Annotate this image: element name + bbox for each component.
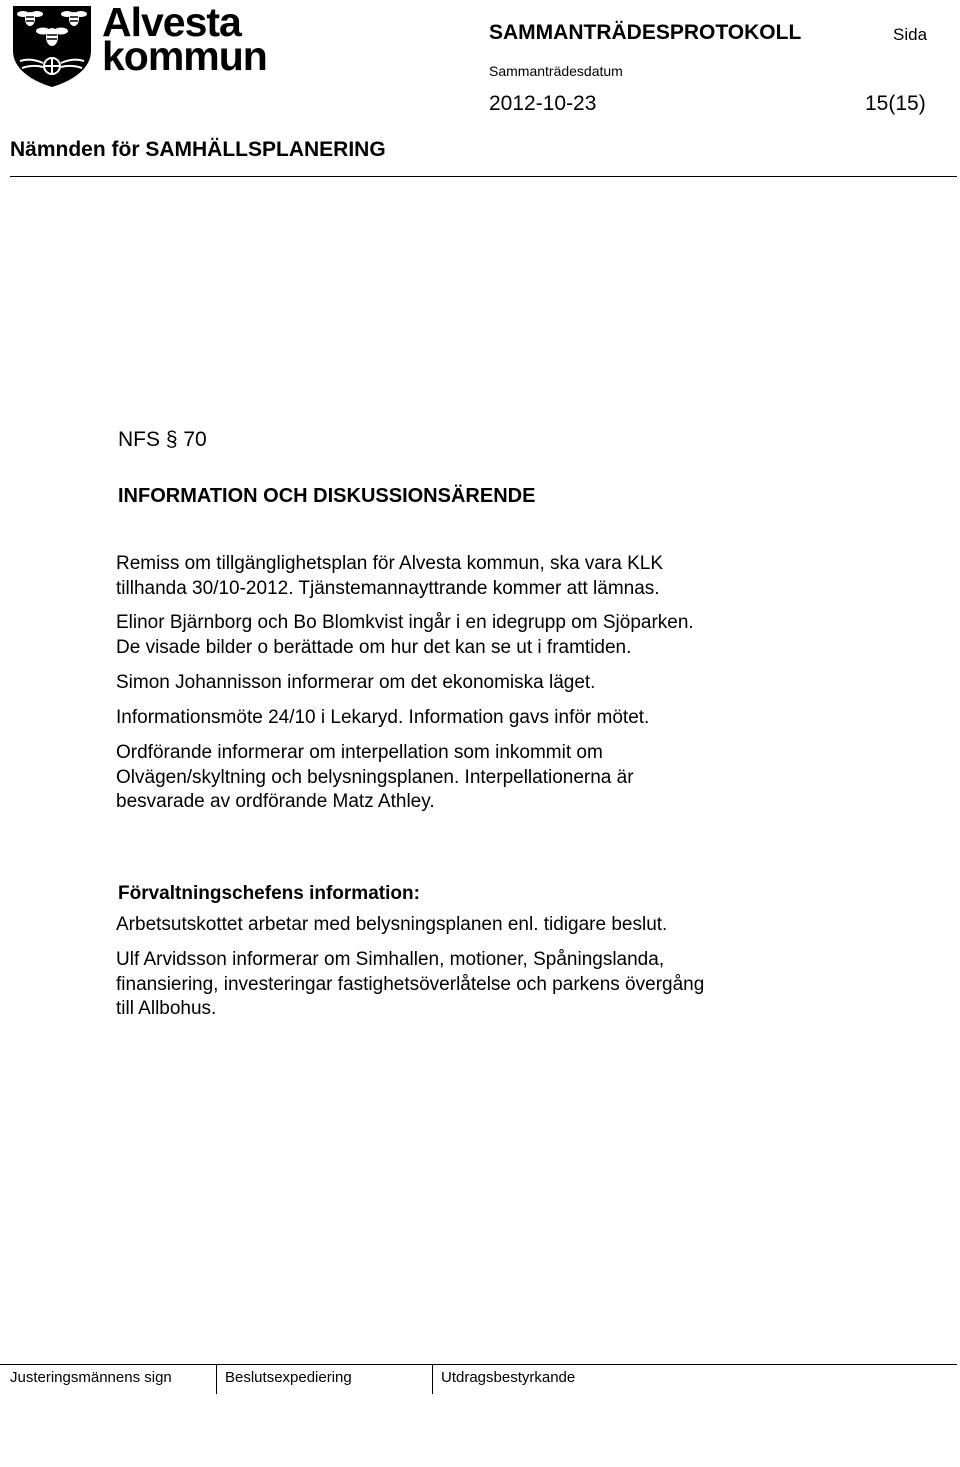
document-title: SAMMANTRÄDESPROTOKOLL [489,21,802,44]
signature-field-label: Justeringsmännens sign [10,1369,172,1386]
municipality-logo [10,0,267,89]
body-paragraph [116,552,663,601]
body-paragraph [116,706,649,731]
footer-column-divider [216,1364,217,1394]
page-number: 15(15) [865,92,926,115]
page-label: Sida [893,25,928,44]
text-line: Arbetsutskottet arbetar med belysningsplanen enl. tidigare beslut. [116,914,668,935]
logo-text-line1: Alvesta [102,0,241,45]
text-line: Informationsmöte 24/10 i Lekaryd. Information gavs inför mötet. [116,707,650,728]
body-paragraph [116,611,694,660]
text-line: Ordförande informerar om interpellation som inkommit om [116,742,603,763]
text-line: De visade bilder o berättade om hur det kan se ut i framtiden. [116,636,632,658]
text-line: tillhanda 30/10-2012. Tjänstemannayttrande kommer att lämnas. [116,577,660,599]
header-divider [10,176,957,177]
text-line: finansiering, investeringar fastighetsöverlåtelse och parkens övergång [116,973,705,995]
dispatch-field-label: Beslutsexpediering [225,1369,352,1386]
text-line: Ulf Arvidsson informerar om Simhallen, motioner, Spåningslanda, [116,949,665,970]
section-heading: INFORMATION OCH DISKUSSIONSÄRENDE [118,485,536,507]
paragraph-number: NFS § 70 [118,428,207,451]
footer-column-divider [432,1364,433,1394]
text-line: Olvägen/skyltning och belysningsplanen. Interpellationerna är [116,766,634,788]
text-line: Simon Johannisson informerar om det ekonomiska läget. [116,672,596,693]
text-line: Elinor Bjärnborg och Bo Blomkvist ingår i en idegrupp om Sjöparken. [116,612,694,633]
footer-divider [0,1364,957,1365]
certification-field-label: Utdragsbestyrkande [441,1369,576,1386]
municipality-coat-of-arms-icon [10,3,94,89]
body-paragraph [116,741,634,815]
meeting-date-label: Sammanträdesdatum [489,63,623,79]
sub-heading: Förvaltningschefens information: [118,883,420,904]
text-line: till Allbohus. [116,998,217,1019]
text-line: Remiss om tillgänglighetsplan för Alvesta kommun, ska vara KLK [116,553,664,574]
committee-name: Nämnden för SAMHÄLLSPLANERING [10,138,386,161]
meeting-date: 2012-10-23 [489,92,597,115]
body-paragraph [116,913,667,938]
text-line: besvarade av ordförande Matz Athley. [116,791,435,812]
logo-text-line2: kommun [102,33,267,79]
body-paragraph [116,948,704,1022]
body-paragraph [116,671,595,696]
